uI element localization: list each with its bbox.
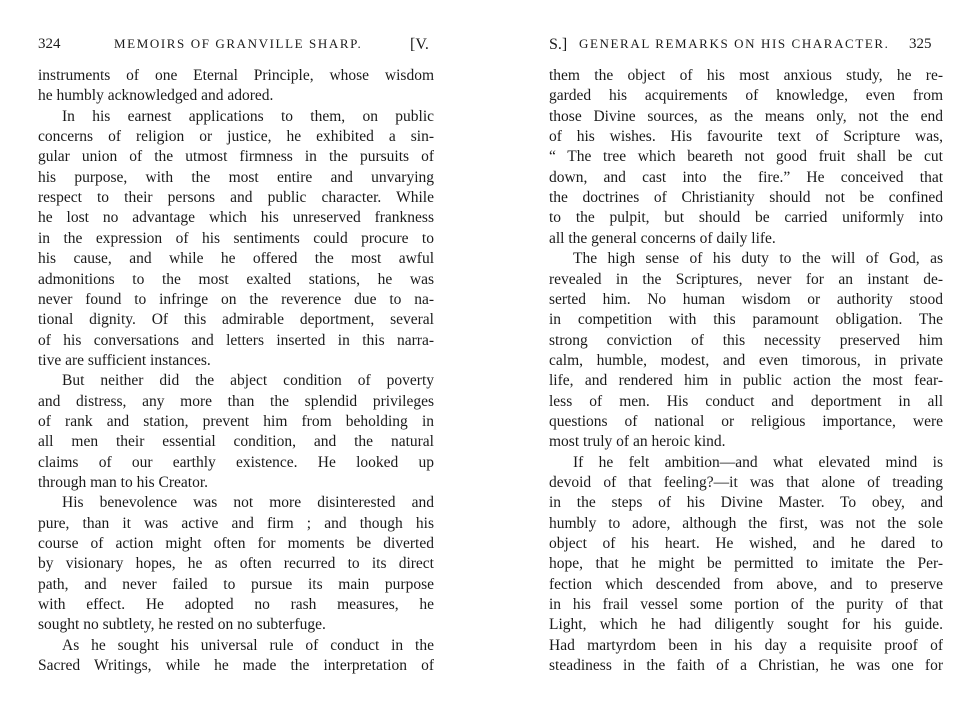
text-line: garded his acquirements of knowledge, even from [549, 87, 943, 105]
text-line: less of men. His conduct and deportment in all [549, 392, 943, 410]
text-line: of rank and station, prevent him from beholding in [38, 412, 434, 430]
text-line: through man to his Creator. [38, 474, 209, 491]
left-page-number: 324 [38, 36, 61, 52]
text-line: The high sense of his duty to the will of God, as [573, 250, 943, 268]
text-line: all the general concerns of daily life. [549, 229, 776, 247]
text-line: life, and rendered him in public action the most fear- [549, 372, 943, 390]
text-line: sought no subtlety, he rested on no subterfuge. [38, 616, 326, 634]
text-line: by visionary hopes, he as often recurred to its direct [38, 555, 434, 573]
text-line: Had martyrdom been in his day a requisite proof of [549, 636, 943, 654]
right-running-title: GENERAL REMARKS ON HIS CHARACTER. [579, 36, 890, 51]
text-line: revealed in the Scriptures, never for an instant de- [549, 270, 943, 288]
text-line: in his frail vessel some portion of the purity of that [549, 596, 943, 614]
text-line: never found to infringe on the reverence due to na- [38, 290, 434, 308]
left-running-header [38, 36, 434, 56]
right-page-number: 325 [909, 36, 932, 52]
text-line: fection which descended from above, and to preserve [549, 575, 943, 593]
text-line: strong conviction of this necessity preserved him [549, 331, 943, 349]
text-line: course of action might often for moments be diverted [38, 535, 434, 553]
text-line: his cause, and while he offered the most awful [38, 250, 434, 268]
text-line: Light, which he had diligently sought for his guide. [549, 616, 943, 634]
text-line: in competition with this paramount obligation. The [549, 311, 943, 329]
text-line: tional dignity. Of this admirable deportment, several [38, 311, 434, 329]
text-line: all men their essential condition, and the natural [38, 433, 434, 451]
text-line: in the expression of his sentiments could procure to [38, 229, 434, 247]
text-line: questions of national or religious importance, were [549, 412, 943, 430]
text-line: he lost no advantage which his unreserved frankness [38, 209, 434, 227]
text-line: devoid of that feeling?—it was that alone of treading [549, 474, 943, 491]
left-section-mark: [V. [410, 36, 429, 53]
text-line: claims of our earthly existence. He looked up [38, 453, 434, 471]
text-line: tive are sufficient instances. [38, 351, 211, 369]
text-line: gular union of the utmost firmness in the pursuits of [38, 148, 434, 166]
text-line: most truly of an heroic kind. [549, 433, 726, 451]
left-running-title: MEMOIRS OF GRANVILLE SHARP. [114, 36, 363, 51]
text-line: concerns of religion or justice, he exhibited a sin- [38, 128, 434, 146]
text-line: in the steps of his Divine Master. To obey, and [549, 494, 943, 512]
text-line: he humbly acknowledged and adored. [38, 87, 274, 105]
text-line: path, and never failed to pursue its main purpose [38, 575, 434, 593]
text-line: of his conversations and letters inserted in this narra- [38, 331, 434, 349]
text-line: “ The tree which beareth not good fruit shall be cut [549, 148, 943, 166]
right-section-mark: S.] [549, 36, 568, 53]
left-page [38, 0, 434, 706]
text-line: admonitions to the most exalted stations, he was [38, 270, 434, 288]
text-line: pure, than it was active and firm ; and though his [38, 514, 434, 532]
text-line: His benevolence was not more disinterested and [62, 494, 434, 512]
text-line: with effect. He adopted no rash measures, he [38, 596, 434, 614]
text-line: to the pulpit, but should be carried uniformly into [549, 209, 943, 227]
text-line: hope, that he might be permitted to imitate the Per- [549, 555, 943, 573]
text-line: Sacred Writings, while he made the interpretation of [38, 657, 434, 675]
text-line: down, and cast into the fire.” He conceived that [549, 168, 943, 186]
text-line: serted him. No human wisdom or authority stood [549, 290, 943, 308]
text-line: In his earnest applications to them, on public [62, 107, 434, 125]
text-line: of his wishes. His favourite text of Scripture was, [549, 128, 943, 146]
text-line: But neither did the abject condition of poverty [62, 372, 434, 390]
text-line: instruments of one Eternal Principle, whose wisdom [38, 67, 434, 84]
text-line: If he felt ambition—and what elevated mind is [573, 453, 943, 471]
right-page [549, 0, 943, 706]
text-line: steadiness in the faith of a Christian, he was one for [549, 657, 943, 675]
text-line: them the object of his most anxious study, he re- [549, 67, 943, 84]
text-line: object of his heart. He wished, and he dared to [549, 535, 943, 553]
text-line: those Divine sources, as the means only, not the end [549, 107, 943, 125]
text-line: As he sought his universal rule of conduct in the [62, 636, 434, 654]
text-line: and distress, any more than the splendid privileges [38, 392, 434, 410]
text-line: humbly to adore, although the first, was not the sole [549, 514, 943, 532]
text-line: the doctrines of Christianity should not be confined [549, 189, 943, 207]
text-line: his purpose, with the most entire and unvarying [38, 168, 434, 186]
text-line: respect to their persons and public character. While [38, 189, 434, 207]
text-line: calm, humble, modest, and even timorous, in private [549, 351, 943, 369]
right-running-header [549, 36, 943, 56]
